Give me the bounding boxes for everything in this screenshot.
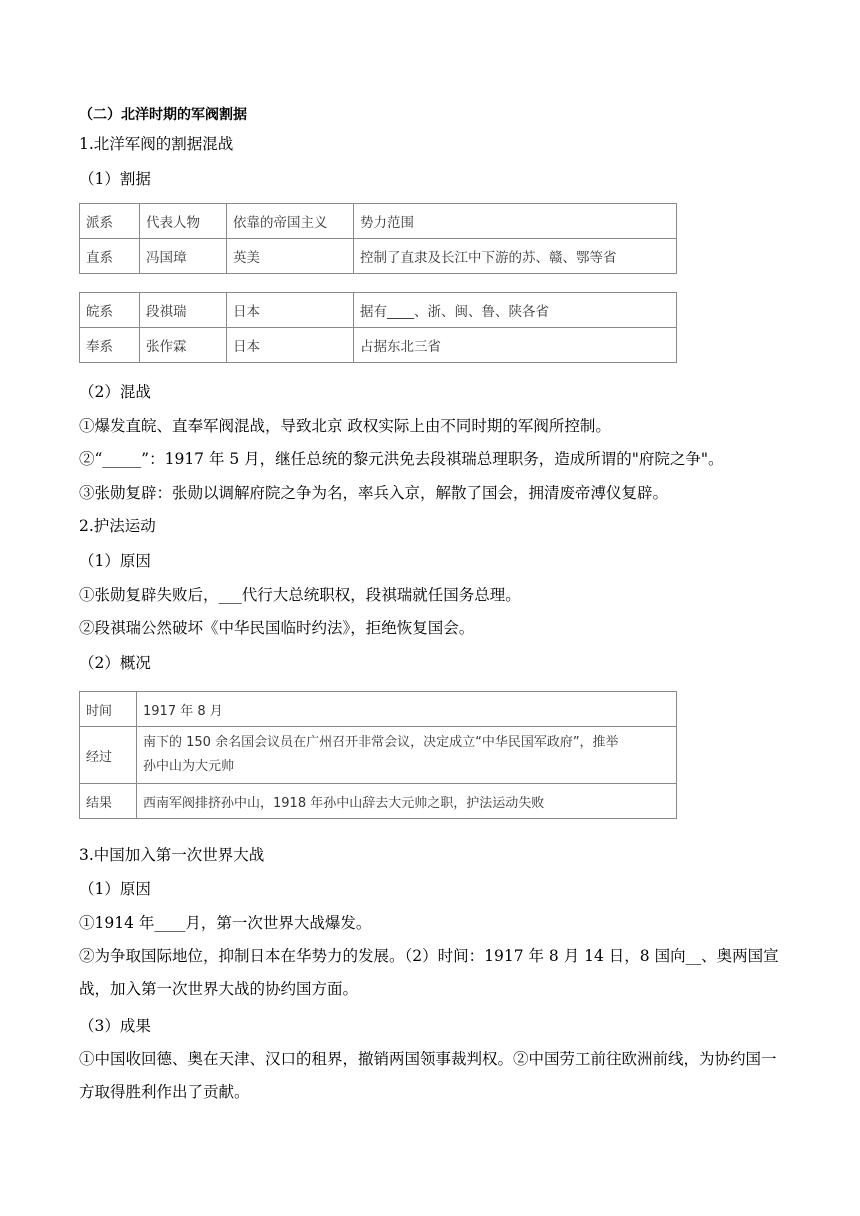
table-cell: 英美 [227,239,354,274]
paragraph: ②为争取国际地位，抑制日本在华势力的发展。（2）时间：1917 年 8 月 14 日，8 国向__、奥两国宣战，加入第一次世界大战的协约国方面。 [79,947,779,998]
table-cell: 时间 [80,692,137,727]
table-cell: 控制了直隶及长江中下游的苏、赣、鄂等省 [354,239,677,274]
section-2-sub-1: （1）原因 [79,552,151,570]
table-cell: 冯国璋 [140,239,227,274]
table-cell: 日本 [227,328,354,363]
section-1-title: 1.北洋军阀的割据混战 [79,135,234,153]
table-cell: 派系 [80,204,140,239]
table-row [80,727,677,784]
section-heading: （二）北洋时期的军阀割据 [79,107,247,123]
section-1-sub-2: （2）混战 [79,383,151,401]
table-cell: 据有____、浙、闽、鲁、陕各省 [354,293,677,328]
section-1-sub-1: （1）割据 [79,170,151,188]
table-row [80,328,677,363]
table-cell: 势力范围 [354,204,677,239]
table-cell: 代表人物 [140,204,227,239]
table-row [80,692,677,727]
paragraph: ①张勋复辟失败后，___代行大总统职权，段祺瑞就任国务总理。 [79,586,521,604]
table-cell: 张作霖 [140,328,227,363]
table-cell: 结果 [80,784,137,819]
section-3-title: 3.中国加入第一次世界大战 [79,846,265,864]
movement-table [79,691,677,819]
table-cell: 西南军阀排挤孙中山，1918 年孙中山辞去大元帅之职，护法运动失败 [137,784,677,819]
paragraph: ①中国收回德、奥在天津、汉口的租界，撤销两国领事裁判权。②中国劳工前往欧洲前线，为协约国一方取得胜利作出了贡献。 [79,1050,777,1101]
table-row [80,204,677,239]
table-cell [137,727,677,784]
table-cell-line: 孙中山为大元帅 [143,759,235,774]
warlord-table-2 [79,292,677,363]
paragraph: ①爆发直皖、直奉军阀混战，导致北京 政权实际上由不同时期的军阀所控制。 [79,417,611,435]
section-2-sub-2: （2）概况 [79,654,151,672]
table-row [80,239,677,274]
table-cell-line: 南下的 150 余名国会议员在广州召开非常会议，决定成立“中华民国军政府”，推举 [143,735,619,750]
section-2-title: 2.护法运动 [79,517,156,535]
paragraph: ②段祺瑞公然破坏《中华民国临时约法》，拒绝恢复国会。 [79,619,475,637]
table-cell: 占据东北三省 [354,328,677,363]
paragraph: ③张勋复辟：张勋以调解府院之争为名，率兵入京，解散了国会，拥清废帝溥仪复辟。 [79,484,669,502]
table-cell: 皖系 [80,293,140,328]
table-cell: 奉系 [80,328,140,363]
section-3-sub-1: （1）原因 [79,880,151,898]
paragraph: ②“_____”：1917 年 5 月，继任总统的黎元洪免去段祺瑞总理职务，造成所谓的"府院之争"。 [79,450,724,468]
section-3-sub-3: （3）成果 [79,1017,151,1035]
table-cell: 1917 年 8 月 [137,692,677,727]
paragraph: ①1914 年____月，第一次世界大战爆发。 [79,914,372,932]
table-row [80,784,677,819]
table-cell: 依靠的帝国主义 [227,204,354,239]
table-cell: 直系 [80,239,140,274]
table-cell: 经过 [80,727,137,784]
warlord-table-1 [79,203,677,274]
table-cell: 段祺瑞 [140,293,227,328]
table-cell: 日本 [227,293,354,328]
table-row [80,293,677,328]
